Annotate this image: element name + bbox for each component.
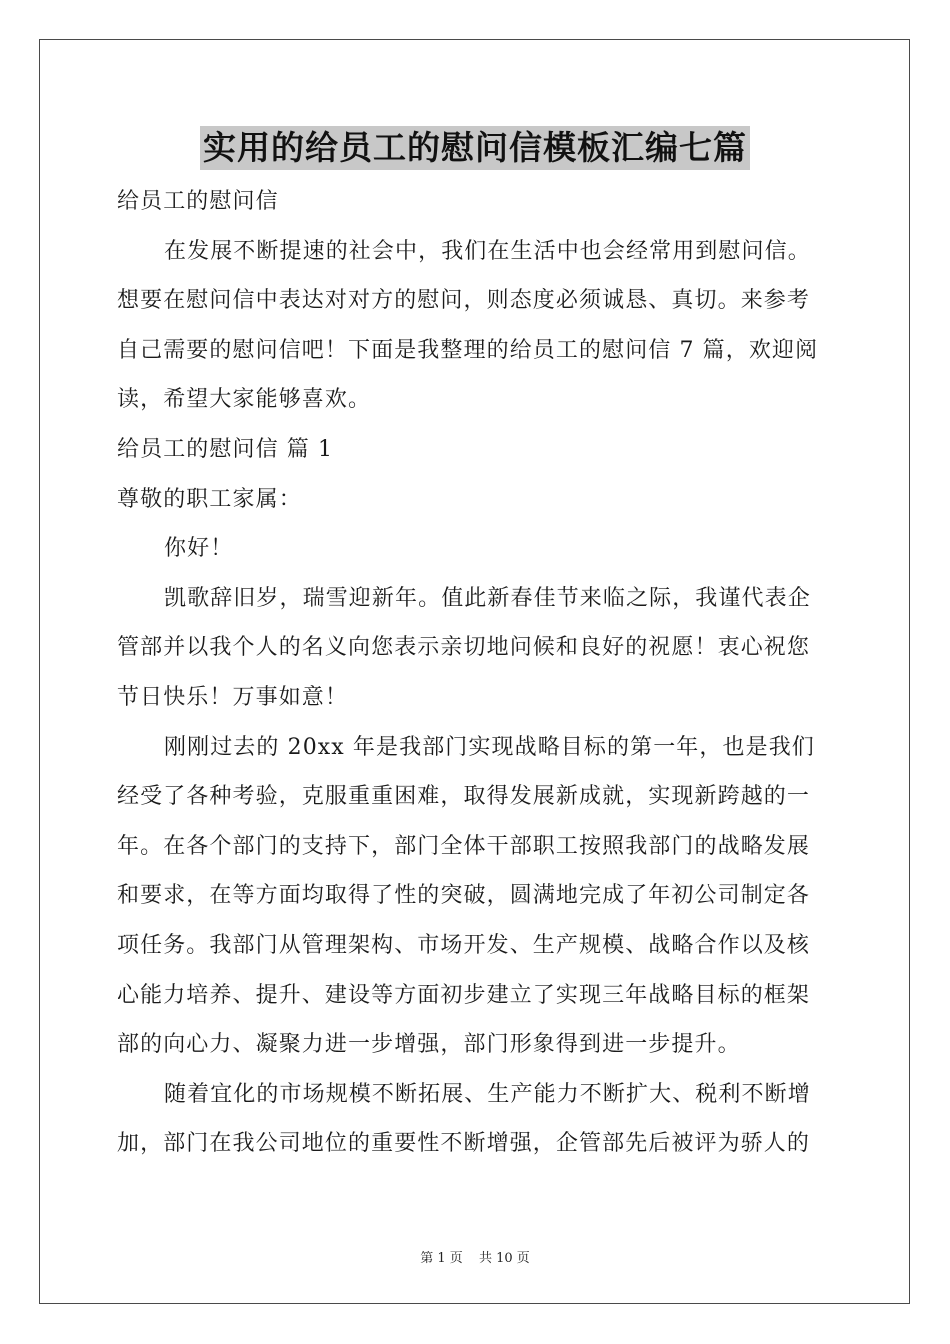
text-line: 在发展不断提速的社会中，我们在生活中也会经常用到慰问信。 (164, 238, 811, 264)
title-container (0, 126, 950, 170)
text-line: 项任务。我部门从管理架构、市场开发、生产规模、战略合作以及核 (117, 932, 811, 958)
text-line: 管部并以我个人的名义向您表示亲切地问候和良好的祝愿！衷心祝您 (117, 635, 811, 661)
page-total: 共 10 页 (478, 1251, 530, 1266)
document-title: 实用的给员工的慰问信模板汇编七篇 (200, 126, 750, 170)
text-line: 加，部门在我公司地位的重要性不断增强，企管部先后被评为骄人的 (117, 1131, 811, 1157)
text-line: 随着宜化的市场规模不断拓展、生产能力不断扩大、税利不断增 (164, 1081, 811, 1107)
text-line: 给员工的慰问信 篇 1 (117, 436, 334, 462)
text-line: 部的向心力、凝聚力进一步增强，部门形象得到进一步提升。 (117, 1032, 741, 1058)
text-line: 尊敬的职工家属： (117, 486, 302, 512)
text-line: 和要求，在等方面均取得了性的突破，圆满地完成了年初公司制定各 (117, 883, 811, 909)
text-line: 读，希望大家能够喜欢。 (117, 387, 372, 413)
text-line: 心能力培养、提升、建设等方面初步建立了实现三年战略目标的框架 (117, 982, 811, 1008)
text-line: 自己需要的慰问信吧！下面是我整理的给员工的慰问信 7 篇，欢迎阅 (117, 337, 819, 363)
page-footer (0, 1247, 950, 1266)
text-line: 经受了各种考验，克服重重困难，取得发展新成就，实现新跨越的一 (117, 784, 811, 810)
text-line: 刚刚过去的 20xx 年是我部门实现战略目标的第一年，也是我们 (164, 734, 815, 760)
text-line: 节日快乐！万事如意！ (117, 684, 349, 710)
text-line: 给员工的慰问信 (117, 189, 279, 214)
document-body (117, 177, 837, 1169)
text-line: 凯歌辞旧岁，瑞雪迎新年。值此新春佳节来临之际，我谨代表企 (164, 585, 811, 611)
text-line: 你好！ (164, 536, 234, 562)
text-line: 想要在慰问信中表达对对方的慰问，则态度必须诚恳、真切。来参考 (117, 288, 811, 314)
page-number: 第 1 页 (420, 1251, 463, 1266)
text-line: 年。在各个部门的支持下，部门全体干部职工按照我部门的战略发展 (117, 833, 811, 859)
